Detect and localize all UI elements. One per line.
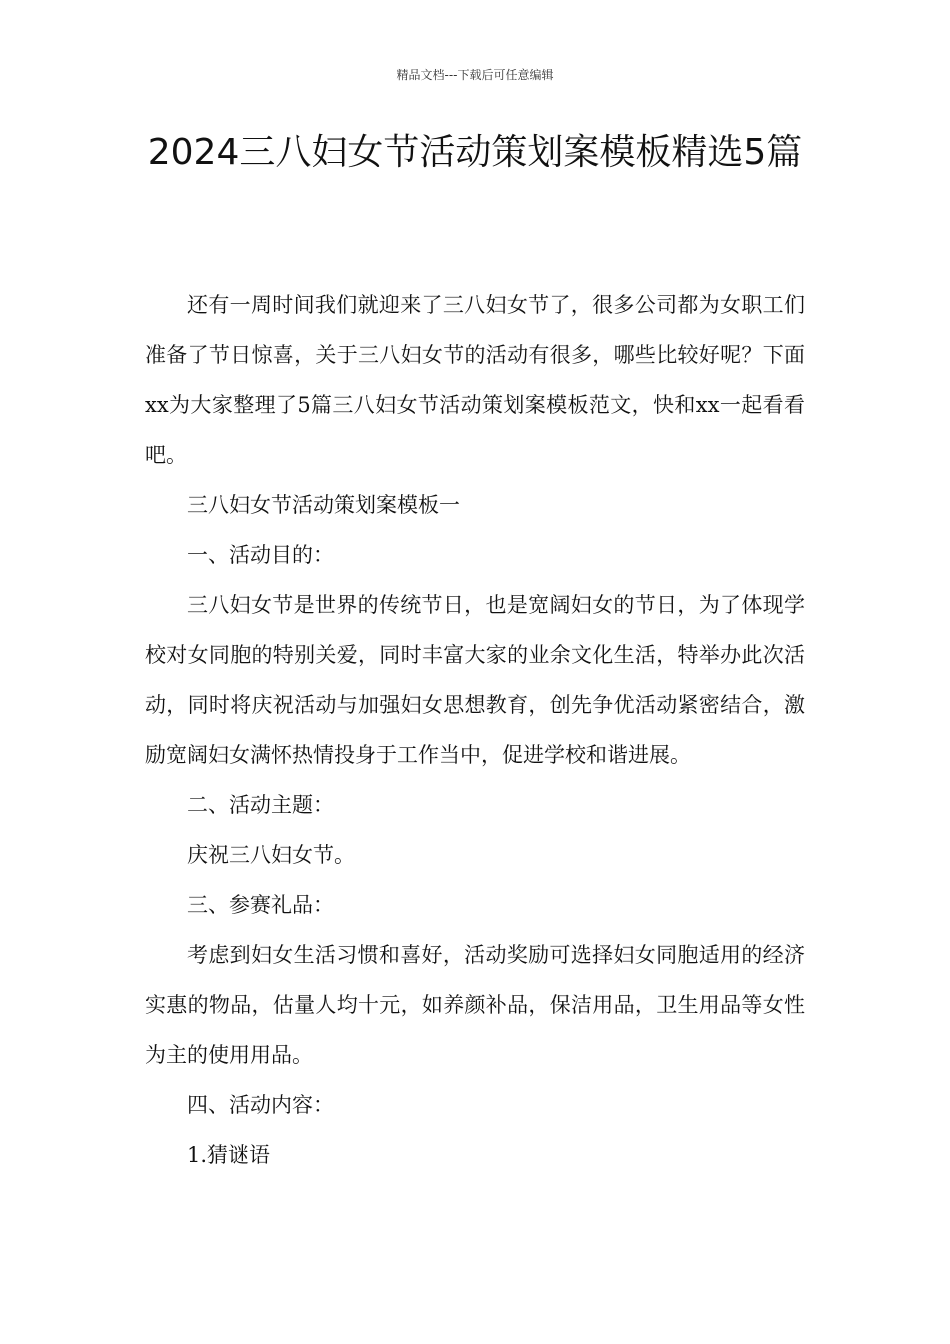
list-item: 1.猜谜语 <box>187 1143 271 1167</box>
subsection-heading: 一、活动目的： <box>187 543 334 567</box>
intro-paragraph: 还有一周时间我们就迎来了三八妇女节了，很多公司都为女职工们准备了节日惊喜，关于三八妇女节的活动有很多，哪些比较好呢？下面xx为大家整理了5篇三八妇女节活动策划案模板范文，快和xx一起看看吧。 <box>145 293 805 467</box>
document-body <box>145 280 805 1180</box>
subsection-heading: 四、活动内容： <box>187 1093 334 1117</box>
section-heading: 三八妇女节活动策划案模板一 <box>187 493 460 517</box>
body-paragraph: 庆祝三八妇女节。 <box>187 843 355 867</box>
subsection-heading: 二、活动主题： <box>187 793 334 817</box>
body-paragraph: 考虑到妇女生活习惯和喜好，活动奖励可选择妇女同胞适用的经济实惠的物品，估量人均十元，如养颜补品，保洁用品，卫生用品等女性为主的使用用品。 <box>145 943 805 1067</box>
document-title: 2024三八妇女节活动策划案模板精选5篇 <box>147 132 803 173</box>
body-paragraph: 三八妇女节是世界的传统节日，也是宽阔妇女的节日，为了体现学校对女同胞的特别关爱，同时丰富大家的业余文化生活，特举办此次活动，同时将庆祝活动与加强妇女思想教育，创先争优活动紧密结合，激励宽阔妇女满怀热情投身于工作当中，促进学校和谐进展。 <box>145 593 805 767</box>
header-note: 精品文档---下载后可任意编辑 <box>396 68 554 82</box>
subsection-heading: 三、参赛礼品： <box>187 893 334 917</box>
